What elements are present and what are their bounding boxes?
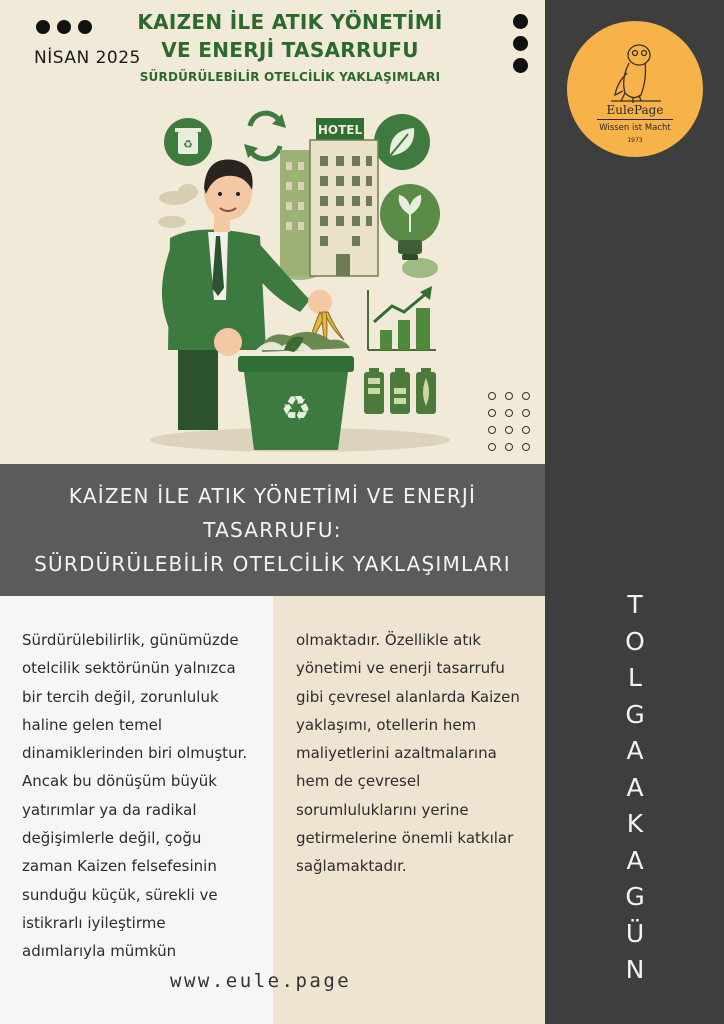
body-line: yatırımlar ya da radikal <box>22 800 197 819</box>
three-dots-horizontal-icon <box>36 20 92 34</box>
recycle-bin-icon <box>164 118 212 166</box>
body-line: haline gelen temel <box>22 715 163 734</box>
logo-name: EulePage <box>606 103 664 117</box>
body-line: hem de çevresel <box>296 772 421 791</box>
body-line: getirmelerine önemli katkılar <box>296 829 514 848</box>
eulepage-logo[interactable] <box>567 21 703 157</box>
author-letter: G <box>625 882 645 911</box>
hotel-building <box>280 118 378 276</box>
website-link[interactable]: www.eule.page <box>170 970 352 992</box>
body-line: maliyetlerini azaltmalarına <box>296 744 497 763</box>
body-line: sunduğu küçük, sürekli ve <box>22 885 218 904</box>
author-letter: A <box>626 845 644 875</box>
author-letter: T <box>627 590 643 619</box>
issue-date: NİSAN 2025 <box>34 48 141 68</box>
three-dots-vertical-icon <box>513 14 528 73</box>
body-line: gibi çevresel alanlarda Kaizen <box>296 687 520 706</box>
body-line: Ancak bu dönüşüm büyük <box>22 772 217 791</box>
body-line: olmaktadır. Özellikle atık <box>296 631 482 649</box>
cover-title-line1: KAIZEN İLE ATIK YÖNETİMİ <box>137 10 443 34</box>
body-line: zaman Kaizen felsefesinin <box>22 857 217 876</box>
refresh-icon <box>244 113 286 159</box>
cover-title-line2: VE ENERJİ TASARRUFU <box>161 38 419 62</box>
body-line: bir tercih değil, zorunluluk <box>22 687 219 706</box>
author-letter: Ü <box>625 918 645 948</box>
body-line: adımlarıyla mümkün <box>22 942 177 961</box>
body-line: Sürdürülebilirlik, günümüzde <box>22 631 239 649</box>
dot-grid-decoration <box>488 392 530 451</box>
author-letter: A <box>626 772 644 802</box>
logo-motto: Wissen ist Macht <box>599 123 671 133</box>
author-letter: K <box>626 809 644 838</box>
cover-subtitle: SÜRDÜRÜLEBİLİR OTELCİLİK YAKLAŞIMLARI <box>139 70 441 84</box>
author-letter: A <box>626 736 644 765</box>
headline-line2: SÜRDÜRÜLEBİLİR OTELCİLİK YAKLAŞIMLARI <box>34 552 511 576</box>
body-text-left <box>22 626 262 966</box>
svg-text:♻: ♻ <box>280 389 312 429</box>
author-letter: O <box>625 626 645 656</box>
battery-icons <box>364 368 436 414</box>
body-line: yönetimi ve enerji tasarrufu <box>296 659 505 678</box>
body-line: istikrarlı iyileştirme <box>22 913 166 932</box>
growth-chart-icon <box>368 286 436 350</box>
body-text-right <box>296 626 541 881</box>
author-name-vertical <box>610 592 660 982</box>
headline-line1: KAİZEN İLE ATIK YÖNETİMİ VE ENERJİ TASARRUFU: <box>68 484 477 542</box>
hotel-sign: HOTEL <box>317 123 363 137</box>
body-line: yaklaşımı, otellerin hem <box>296 715 477 734</box>
body-line: sorumluluklarını yerine <box>296 800 469 819</box>
headline-band <box>0 464 545 596</box>
light-bulb-icon <box>380 184 440 260</box>
cloud-icon <box>158 184 198 228</box>
body-line: dinamiklerinden biri olmuştur. <box>22 744 248 763</box>
body-line: değişimlerle değil, çoğu <box>22 829 202 848</box>
leaf-icon <box>374 114 430 170</box>
svg-text:♻: ♻ <box>183 138 193 151</box>
logo-year: 1973 <box>627 137 643 144</box>
author-letter: G <box>625 699 645 729</box>
logo-divider <box>597 119 673 120</box>
cover-title <box>120 8 460 84</box>
body-line: otelcilik sektörünün yalnızca <box>22 659 236 678</box>
body-line: sağlamaktadır. <box>296 857 407 876</box>
author-letter: L <box>628 663 642 692</box>
author-letter: N <box>625 955 645 984</box>
